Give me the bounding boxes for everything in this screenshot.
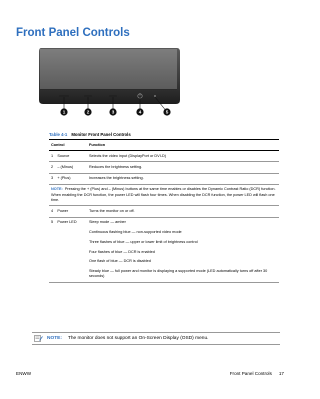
- function-cell: Increases the brightness setting.: [87, 173, 279, 184]
- table-row: [49, 206, 279, 217]
- control-cell: 5 Power LED: [49, 217, 87, 282]
- source-button: [59, 95, 69, 97]
- function-cell: Reduces the brightness setting.: [87, 162, 279, 173]
- callout-label: 1: [62, 109, 66, 115]
- callout-label: 3: [111, 109, 115, 115]
- table-note: [49, 184, 279, 206]
- table-row: [49, 217, 279, 282]
- column-header-control: Control: [49, 140, 87, 151]
- note-icon: [34, 335, 43, 342]
- footer-section: Front Panel Controls: [229, 371, 272, 376]
- minus-button: [84, 95, 92, 97]
- table-caption: [49, 132, 131, 137]
- table-row: [49, 151, 279, 162]
- table-caption-label: Table 4-1: [49, 132, 68, 137]
- callout-label: 4: [138, 109, 142, 115]
- page-number: 17: [278, 371, 284, 376]
- table-row: [49, 162, 279, 173]
- note-text: Pressing the + (Plus) and – (Minus) buttons at the same time enables or disables the Dynamic Contrast Ratio (DCR) function. When enabling the DCR function, the power LED will flash four times. When disabling the DCR function, the power LED will flash one time.: [51, 187, 276, 202]
- table-note-row: [49, 184, 279, 206]
- function-cell: Turns the monitor on or off.: [87, 206, 279, 217]
- callout-label: 5: [165, 109, 169, 115]
- table-row: [49, 173, 279, 184]
- osd-note: [32, 332, 280, 345]
- led-state-text: Sleep mode — amber: [89, 220, 126, 225]
- led-state-text: Three flashes of blue — upper or lower limit of brightness control: [89, 239, 198, 244]
- monitor-front-panel-illustration: [37, 48, 182, 116]
- led-state-text: Steady blue — full power and monitor is displaying a supported mode (LED automatically turns off after 30 seconds): [89, 269, 268, 279]
- led-state-text: Continuous flashing blue — non-supported video mode: [89, 229, 182, 234]
- plus-button: [109, 95, 117, 97]
- table-header-row: [49, 140, 279, 151]
- footer-left: ENWW: [16, 371, 32, 376]
- page-title: Front Panel Controls: [16, 27, 130, 39]
- note-label: NOTE:: [47, 336, 62, 341]
- controls-table: [49, 139, 279, 283]
- note-text: The monitor does not support an On-Screen Display (OSD) menu.: [67, 336, 209, 341]
- control-cell: 3 + (Plus): [49, 173, 87, 184]
- led-state-text: Four flashes of blue — DCR is enabled: [89, 249, 155, 254]
- function-cell: [87, 217, 279, 282]
- control-cell: 1 Source: [49, 151, 87, 162]
- function-cell: Selects the video input (DisplayPort or DVI-D): [87, 151, 279, 162]
- power-led: [154, 95, 156, 97]
- column-header-function: Function: [87, 140, 279, 151]
- footer-right: [230, 371, 284, 376]
- led-state-text: One flash of blue — DCR is disabled: [89, 259, 151, 264]
- table-caption-text: Monitor Front Panel Controls: [71, 132, 131, 137]
- control-cell: 4 Power: [49, 206, 87, 217]
- note-label: NOTE:: [51, 187, 63, 192]
- control-cell: 2 – (Minus): [49, 162, 87, 173]
- callout-label: 2: [86, 109, 90, 115]
